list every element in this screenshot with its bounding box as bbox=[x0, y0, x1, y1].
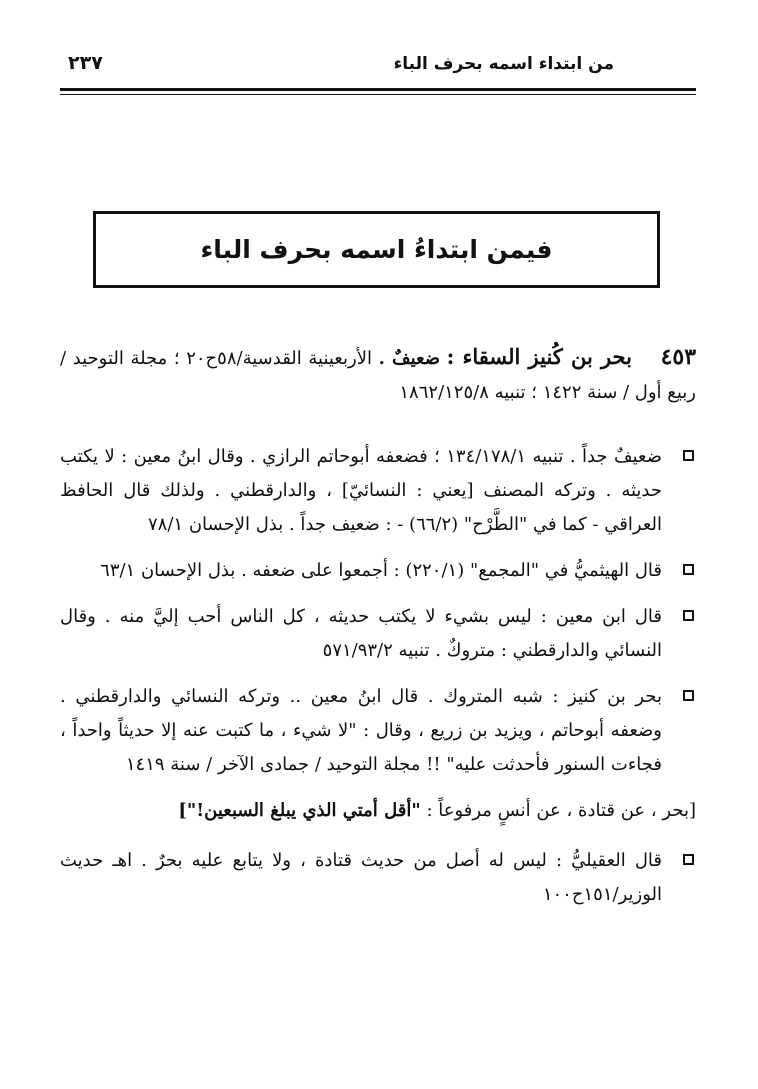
list-item bbox=[60, 844, 696, 912]
square-bullet-icon bbox=[683, 564, 694, 575]
narration-chain: [بحر ، عن قتادة ، عن أنسٍ مرفوعاً : bbox=[426, 800, 696, 821]
square-bullet-icon bbox=[683, 450, 694, 461]
page-number: ٢٣٧ bbox=[68, 52, 103, 74]
running-header bbox=[62, 52, 696, 80]
square-bullet-icon bbox=[683, 610, 694, 621]
header-rule bbox=[60, 88, 696, 95]
list-item bbox=[60, 600, 696, 668]
entry-heading bbox=[60, 340, 696, 410]
list-item bbox=[60, 680, 696, 782]
list-item-text: ضعيفٌ جداً . تنبيه ١٣٤/١٧٨/١ ؛ فضعفه أبوحاتم الرازي . وقال ابنُ معين : لا يكتب حديثه . وتركه المصنف [يعني : النسائيّ] ، والدارقطني . ولذلك قال الحافظ العراقي - كما في "الطَّرْح" (٦٦/٢) - : ضعيف جداً . بذل الإحسان ٧٨/١ bbox=[60, 446, 663, 535]
square-bullet-icon bbox=[683, 690, 694, 701]
list-item-text: قال العقيليُّ : ليس له أصل من حديث قتادة ، ولا يتابع عليه بحرٌ . اهـ حديث الوزير/١٥١ح١٠٠ bbox=[60, 850, 662, 905]
list-item-text: قال الهيثميُّ في "المجمع" (٢٢٠/١) : أجمعوا على ضعفه . بذل الإحسان ٦٣/١ bbox=[100, 560, 662, 581]
list-item-text: بحر بن كنيز : شبه المتروك . قال ابنُ معين .. وتركه النسائي والدارقطني . وضعفه أبوحاتم ، ويزيد بن زريع ، وقال : "لا شيء ، ما كتبت عنه إلا حديثاً واحداً ، فجاءت السنور فأحدثت عليه" !! مجلة التوحيد / جمادى الآخر / سنة ١٤١٩ bbox=[60, 686, 662, 775]
entry-content bbox=[60, 340, 696, 924]
list-item bbox=[60, 554, 696, 588]
section-title: فيمن ابتداءُ اسمه بحرف الباء bbox=[200, 235, 553, 264]
narration-text: "أقل أمتي الذي يبلغ السبعين!"] bbox=[178, 800, 421, 821]
narrator-grade: ضعيفٌ . bbox=[378, 348, 440, 369]
list-item bbox=[60, 440, 696, 542]
list-item-text: قال ابن معين : ليس بشيء لا يكتب حديثه ، كل الناس أحب إليَّ منه . وقال النسائي والدارقطني : متروكٌ . تنبيه ٥٧١/٩٣/٢ bbox=[60, 606, 662, 661]
square-bullet-icon bbox=[683, 854, 694, 865]
section-title-box bbox=[93, 211, 660, 288]
entry-number: ٤٥٣ bbox=[660, 344, 697, 370]
narrator-name: بحر بن كُنيز السقاء : bbox=[446, 344, 632, 369]
entry-sources: الأربعينية القدسية/٥٨ح٢٠ ؛ مجلة التوحيد / ربيع أول / سنة ١٤٢٢ ؛ تنبيه ١٨٦٢/١٢٥/٨ bbox=[60, 348, 696, 403]
hadith-narration bbox=[60, 794, 696, 828]
running-title: من ابتداء اسمه بحرف الباء bbox=[393, 54, 614, 74]
